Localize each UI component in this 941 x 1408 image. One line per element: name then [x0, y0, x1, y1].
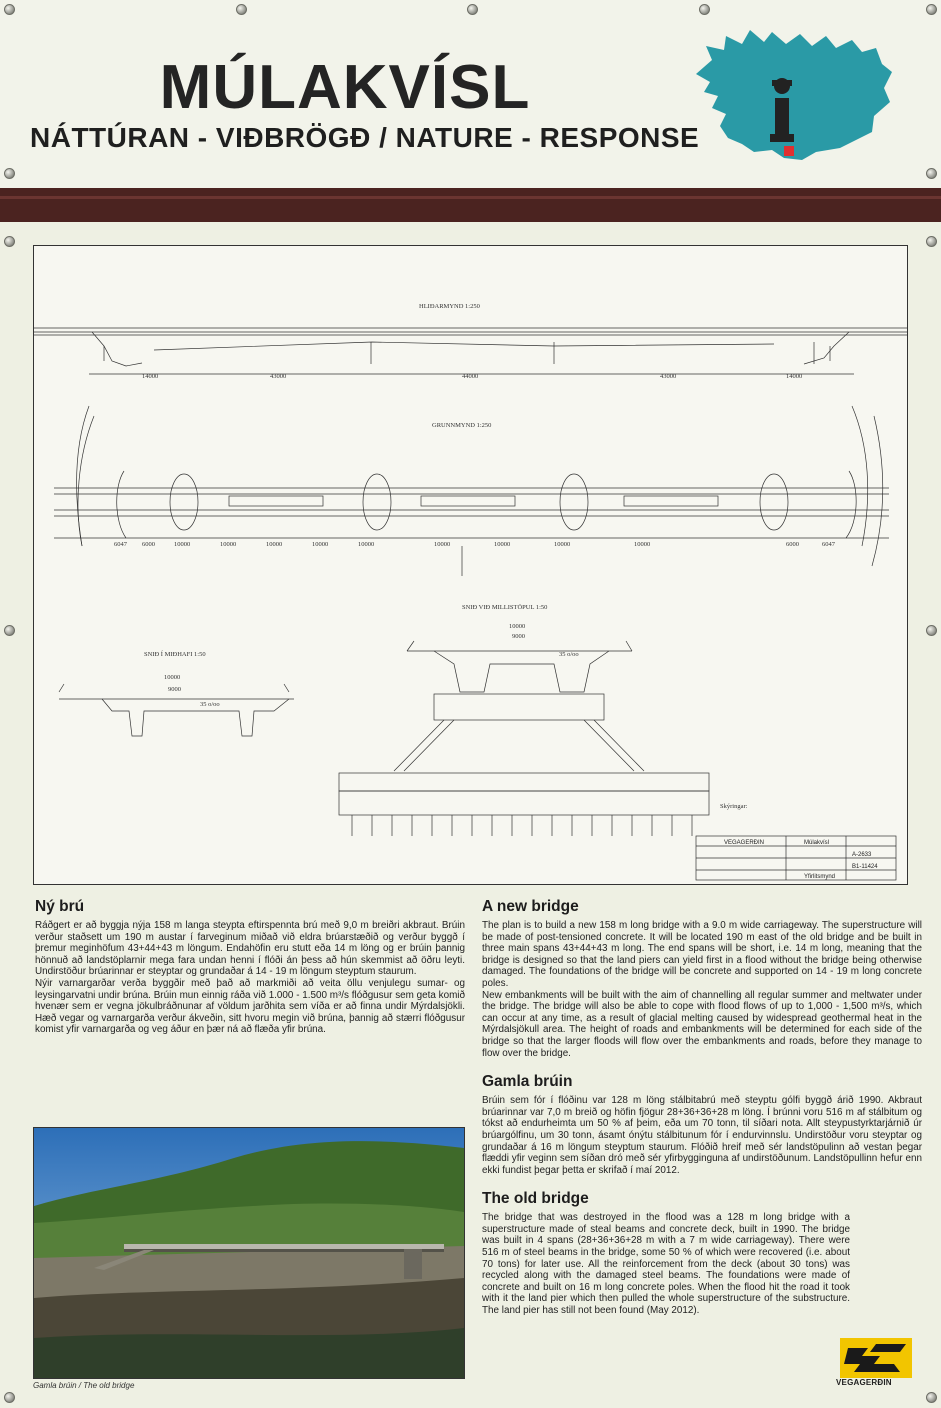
plan-title: GRUNNMYND 1:250: [432, 422, 492, 429]
screw-icon: [926, 1392, 937, 1403]
screw-icon: [926, 168, 937, 179]
plan-dim: 10000: [434, 541, 451, 548]
paragraph: New embankments will be built with the aim of channelling all regular summer and meltwater under the bridge. The bridge will also be able to cope with flood flows of up to 1,000 - 1,500 m³/s, which can occur at any time, as a result of glacial melting caused by widespread geothermal heat in the Mýrdalsjökull area. The height of roads and embankments will be determined for each side of the bridge so that the larger floods will flow over the embankments and roads, before they manage to flow over the bridge.: [482, 989, 922, 1059]
span-label: 14000: [786, 373, 803, 380]
paragraph: The bridge that was destroyed in the flood was a 128 m long bridge with a superstructure made of steal beams and concrete deck, built in 1990. The bridge was built in 4 spans (28+36+36+28 m with a 7 m wide carriageway). There were 516 m of steel beams in the bridge, some 50 % of which were recovered (i.e. about 70 tons) for later use. All the reinforcement from the deck (about 30 tons) was recycled along with the damaged steel beams. The foundations were made of concrete and built on 16 m long concrete poles. When the flood hit the road it took with it the land pier which then pulled the whole superstructure of the substructure. The land pier has still not been found (May 2012).: [482, 1212, 850, 1317]
paragraph: Brúin sem fór í flóðinu var 128 m löng stálbitabrú með steyptu gólfi byggð árið 1990. Akbraut brúarinnar var 7,0 m breið og höfin fjögur 28+36+36+28 m löng. Í brúnni voru 516 m af stálbitum og tókst að endurheimta um 50 % af þeim, eða um 70 tonn, til síðari nota. Allt steypustyrktarjárnið úr brúargólfinu, um 30 tonn, ásamt ónýtu stálbitunum fór í endurvinnslu. Undirstöður voru steyptar og grundaðar á 16 m löngum steyptum staurum. Flóðið hreif með sér landstöpulinn að vestan þegar flæddi yfir veginn sem síðan dró með sér yfirbygginguna af undirstöðunum. Landstöpullinn hefur enn ekki fundist þegar þetta er skrifað í maí 2012.: [482, 1095, 922, 1176]
photo-svg: [34, 1128, 464, 1378]
slope-label: 35 o/oo: [200, 701, 220, 708]
deck-width-carriage: 9000: [168, 686, 181, 693]
slope-label: 35 o/oo: [559, 651, 579, 658]
section-pier-title: SNIÐ VIÐ MILLISTÖPUL 1:50: [462, 604, 548, 611]
drawing-svg: [34, 246, 907, 884]
screw-icon: [699, 4, 710, 15]
span-label: 43000: [270, 373, 287, 380]
heading-new-bridge-is: Ný brú: [35, 898, 85, 915]
page-title: MÚLAKVÍSL: [159, 53, 531, 122]
plan-dim: 10000: [174, 541, 191, 548]
deck-width-total: 10000: [164, 674, 181, 681]
plan-dim: 10000: [634, 541, 651, 548]
plan-dim: 6047: [822, 541, 835, 548]
plan-dim: 6000: [786, 541, 799, 548]
span-label: 43000: [660, 373, 677, 380]
logo-text: VEGAGERÐIN: [836, 1378, 892, 1387]
screw-icon: [4, 625, 15, 636]
heading-new-bridge: A new bridge: [482, 898, 579, 915]
title-block-ref: A-2633: [852, 852, 872, 858]
screw-icon: [467, 4, 478, 15]
screw-icon: [236, 4, 247, 15]
plan-dim: 6000: [142, 541, 155, 548]
screw-icon: [4, 4, 15, 15]
photo-caption: Gamla brúin / The old bridge: [33, 1381, 135, 1390]
deck-width-carriage: 9000: [512, 633, 525, 640]
screw-icon: [4, 168, 15, 179]
notes-heading: Skýringar:: [720, 803, 748, 810]
header-band-line: [0, 196, 941, 199]
heading-old-bridge-is: Gamla brúin: [482, 1073, 573, 1091]
section-mid-title: SNIÐ Í MIÐHAFI 1:50: [144, 651, 206, 658]
plan-dim: 10000: [220, 541, 237, 548]
left-column: [35, 898, 465, 1036]
deck-width-total: 10000: [509, 623, 526, 630]
screw-icon: [926, 236, 937, 247]
page-subtitle: NÁTTÚRAN - VIÐBRÖGÐ / NATURE - RESPONSE: [30, 122, 700, 153]
plan-dim: 10000: [554, 541, 571, 548]
paragraph: Nýir varnargarðar verða byggðir með það að markmiði að veita öllu venjulegu sumar- og leysingarvatni undir brúna. Brúin mun einnig ráða við 1.000 - 1.500 m³/s flóðgusur sem geta komið hvenær sem er vegna jökulbráðnunar af völdum jarðhita sem víða er að finna undir Mýrdalsjökli. Hæð vegar og varnargarða verður ákveðin, sitt hvoru megin við brúna, þannig að stærri flóðgusur komist yfir varnargarða og veg áður en þær ná að flæða yfir brúna.: [35, 977, 465, 1036]
screw-icon: [926, 625, 937, 636]
title-block-number: B1-11424: [852, 864, 878, 870]
screw-icon: [926, 4, 937, 15]
title-block-org: VEGAGERÐIN: [724, 840, 765, 846]
header: [0, 0, 941, 188]
screw-icon: [4, 236, 15, 247]
right-column: [482, 898, 922, 1317]
title-block-sheet: Yfirlitsmynd: [804, 874, 836, 880]
plan-dim: 10000: [312, 541, 329, 548]
plan-dim: 10000: [358, 541, 375, 548]
header-band: [0, 188, 941, 222]
span-label: 14000: [142, 373, 159, 380]
span-label: 44000: [462, 373, 479, 380]
paragraph: The plan is to build a new 158 m long bridge with a 9.0 m wide carriageway. The superstructure will be made of post-tensioned concrete. It will be located 190 m east of the old bridge and be built in three main spans 43+44+43 m long. The end spans will be short, i.e. 14 m long, meaning that the bridge is designed so that the land piers can yield first in a flood without the bridge being otherwise damaged. The foundations of the bridge will be concrete and supported on 14 - 19 m long concrete poles.: [482, 920, 922, 989]
plan-dim: 6047: [114, 541, 127, 548]
paragraph: Ráðgert er að byggja nýja 158 m langa steypta eftirspennta brú með 9,0 m breiðri akbraut. Brúin verður staðsett um 190 m austar í farveginum miðað við eldra brúarstæðið og verður byggð í þremur meginhöfum 43+44+43 m löngum. Endahöfin eru stutt eða 14 m löng og er brúin þannig hönnuð að landstöplarnir mega fara undan henni í flóði án þess að hún skemmist að öðru leyti. Undirstöður brúarinnar er steyptar og grundaðar á 14 - 19 m löngum steyptum staurum.: [35, 920, 465, 978]
title-block-project: Múlakvísl: [804, 840, 830, 846]
heading-old-bridge: The old bridge: [482, 1190, 589, 1208]
iceland-map-icon: [676, 22, 896, 172]
elevation-title: HLIÐARMYND 1:250: [419, 303, 480, 310]
plan-dim: 10000: [494, 541, 511, 548]
screw-icon: [4, 1392, 15, 1403]
old-bridge-photo: [33, 1127, 465, 1379]
engineering-drawing: [33, 245, 908, 885]
plan-dim: 10000: [266, 541, 283, 548]
